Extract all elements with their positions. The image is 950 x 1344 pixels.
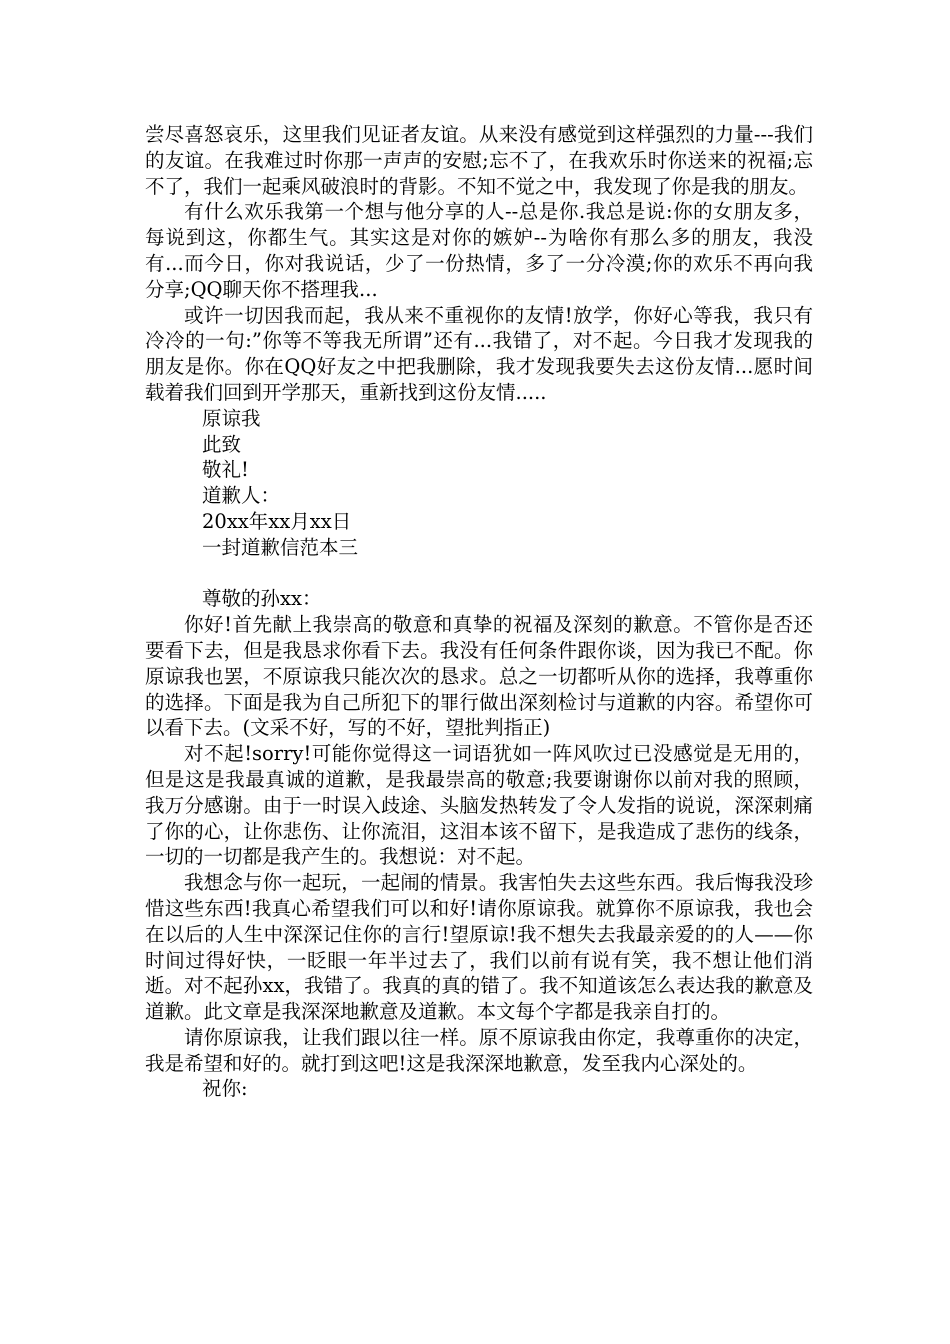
letter2-paragraph-3: 或许一切因我而起，我从来不重视你的友情!放学，你好心等我，我只有冷冷的一句:”你等不等我无所谓”还有...我错了，对不起。今日我才发现我的朋友是你。你在QQ好友之中把我删除，我才发现我要失去这份友情...愿时间载着我们回到开学那天，重新找到这份友情..... [145, 303, 813, 404]
letter3-salutation: 尊敬的孙xx： [202, 587, 322, 611]
letter2-paragraph-1: 尝尽喜怒哀乐，这里我们见证者友谊。从来没有感觉到这样强烈的力量---我们的友谊。在我难过时你那一声声的安慰;忘不了，在我欢乐时你送来的祝福;忘不了，我们一起乘风破浪时的背影。不知不觉之中，我发现了你是我的朋友。 [145, 123, 813, 198]
letter3-paragraph-4: 请你原谅我，让我们跟以往一样。原不原谅我由你定，我尊重你的决定，我是希望和好的。就打到这吧!这是我深深地歉意，发至我内心深处的。 [145, 1025, 813, 1075]
letter2-paragraph-2: 有什么欢乐我第一个想与他分享的人--总是你.我总是说:你的女朋友多，每说到这，你都生气。其实这是对你的嫉妒--为啥你有那么多的朋友，我没有...而今日，你对我说话，少了一份热情，多了一分冷漠;你的欢乐不再向我分享;QQ聊天你不搭理我... [145, 200, 813, 301]
letter3-paragraph-3: 我想念与你一起玩，一起闹的情景。我害怕失去这些东西。我后悔我没珍惜这些东西!我真心希望我们可以和好!请你原谅我。就算你不原谅我，我也会在以后的人生中深深记住你的言行!望原谅!我不想失去我最亲爱的的人——你时间过得好快，一眨眼一年半过去了，我们以前有说有笑，我不想让他们消逝。对不起孙xx，我错了。我真的真的错了。我不知道该怎么表达我的歉意及道歉。此文章是我深深地歉意及道歉。本文每个字都是我亲自打的。 [145, 871, 813, 1024]
letter2-signer: 道歉人： [202, 484, 281, 508]
blank-line [145, 561, 813, 587]
letter2-date: 20xx年xx月xx日 [202, 509, 352, 533]
letter2-closing-cizhi: 此致 [202, 432, 242, 456]
section-title: 一封道歉信范本三 [202, 535, 359, 559]
letter2-closing-jingli: 敬礼! [202, 458, 249, 482]
letter3-paragraph-2: 对不起!sorry!可能你觉得这一词语犹如一阵风吹过已没感觉是无用的，但是这是我最真诚的道歉，是我最崇高的敬意;我要谢谢你以前对我的照顾，我万分感谢。由于一时误入歧途、头脑发热转发了令人发指的说说，深深刺痛了你的心，让你悲伤、让你流泪，这泪本该不留下，是我造成了悲伤的线条，一切的一切都是我产生的。我想说：对不起。 [145, 742, 813, 869]
letter3-closing: 祝你: [202, 1077, 248, 1101]
letter2-closing-forgive: 原谅我 [202, 406, 261, 430]
letter3-paragraph-1: 你好!首先献上我崇高的敬意和真挚的祝福及深刻的歉意。不管你是否还要看下去，但是我恳求你看下去。我没有任何条件跟你谈，因为我已不配。你原谅我也罢，不原谅我只能次次的恳求。总之一切都听从你的选择，我尊重你的选择。下面是我为自己所犯下的罪行做出深刻检讨与道歉的内容。希望你可以看下去。(文采不好，写的不好，望批判指正) [145, 613, 813, 740]
document-page [145, 122, 813, 1102]
